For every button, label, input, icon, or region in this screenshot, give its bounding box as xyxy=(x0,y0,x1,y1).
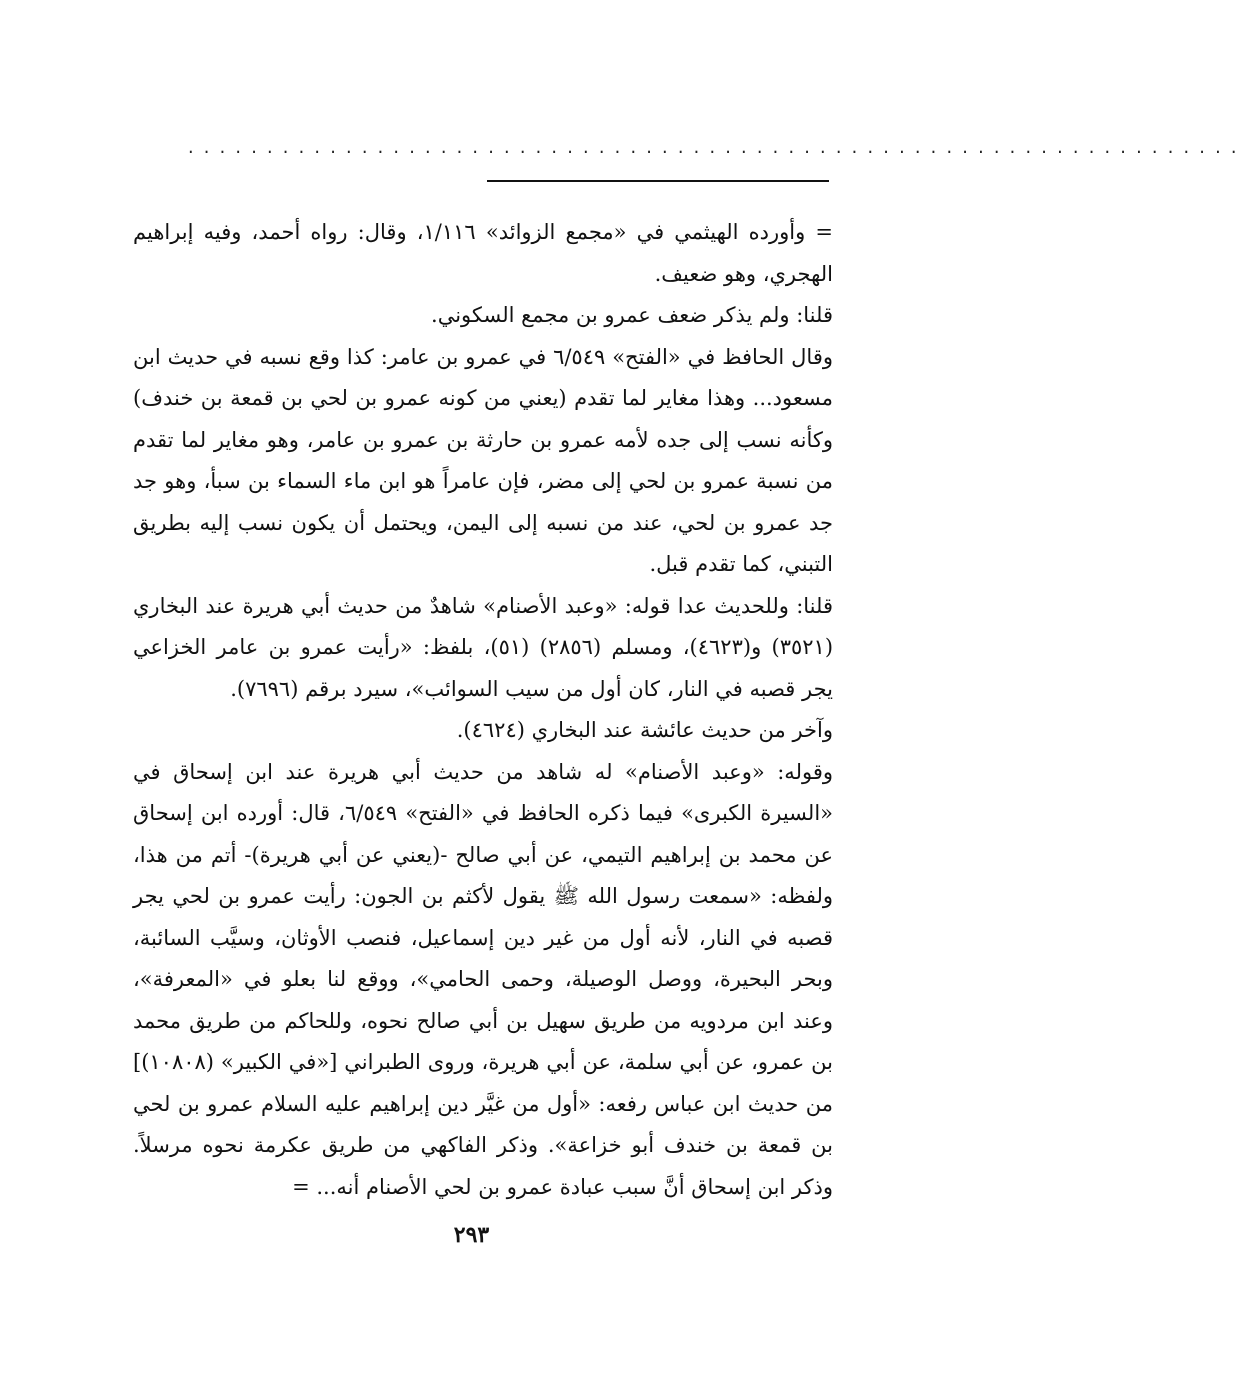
footnote-paragraph: وقال الحافظ في «الفتح» ٦/٥٤٩ في عمرو بن عامر: كذا وقع نسبه في حديث ابن مسعود... وهذا مغاير لما تقدم (يعني من كونه عمرو بن لحي بن قمعة بن خندف) وكأنه نسب إلى جده لأمه عمرو بن حارثة بن عمرو بن عامر، وهو مغاير لما تقدم من نسبة عمرو بن لحي إلى مضر، فإن عامراً هو ابن ماء السماء بن سبأ، وهو جد جد عمرو بن لحي، عند من نسبه إلى اليمن، ويحتمل أن يكون نسب إليه بطريق التبني، كما تقدم قبل. xyxy=(133,344,833,576)
footnote-rule xyxy=(487,180,829,182)
footnote-paragraph: قلنا: وللحديث عدا قوله: «وعبد الأصنام» شاهدٌ من حديث أبي هريرة عند البخاري (٣٥٢١) و(٤٦٢٣)، ومسلم (٢٨٥٦) (٥١)، بلفظ: «رأيت عمرو بن عامر الخزاعي يجر قصبه في النار، كان أول من سيب السوائب»، سيرد برقم (٧٦٩٦). xyxy=(133,593,834,701)
separator-dots: ................................................................... xyxy=(186,140,1245,158)
page-number: ٢٩٣ xyxy=(453,1222,490,1248)
footnote-paragraph: = وأورده الهيثمي في «مجمع الزوائد» ١/١١٦، وقال: رواه أحمد، وفيه إبراهيم الهجري، وهو ضعيف. xyxy=(133,220,833,286)
footnote-paragraph: قلنا: ولم يذكر ضعف عمرو بن مجمع السكوني. xyxy=(431,303,833,327)
footnote-paragraph: وآخر من حديث عائشة عند البخاري (٤٦٢٤). xyxy=(456,718,833,742)
footnote-text xyxy=(133,212,833,1208)
footnote-paragraph: وقوله: «وعبد الأصنام» له شاهد من حديث أبي هريرة عند ابن إسحاق في «السيرة الكبرى» فيما ذكره الحافظ في «الفتح» ٦/٥٤٩، قال: أورده ابن إسحاق عن محمد بن إبراهيم التيمي، عن أبي صالح -(يعني عن أبي هريرة)- أتم من هذا، ولفظه: «سمعت رسول الله ﷺ يقول لأكثم بن الجون: رأيت عمرو بن لحي يجر قصبه في النار، لأنه أول من غير دين إسماعيل، فنصب الأوثان، وسيَّب السائبة، وبحر البحيرة، ووصل الوصيلة، وحمى الحامي»، ووقع لنا بعلو في «المعرفة»، وعند ابن مردويه من طريق سهيل بن أبي صالح نحوه، وللحاكم من طريق محمد بن عمرو، عن أبي سلمة، عن أبي هريرة، وروى الطبراني [«في الكبير» (١٠٨٠٨)] من حديث ابن عباس رفعه: «أول من غيَّر دين إبراهيم عليه السلام عمرو بن لحي بن قمعة بن خندف أبو خزاعة». وذكر الفاكهي من طريق عكرمة نحوه مرسلاً. وذكر ابن إسحاق أنَّ سبب عبادة عمرو بن لحي الأصنام أنه... = xyxy=(133,759,833,1199)
